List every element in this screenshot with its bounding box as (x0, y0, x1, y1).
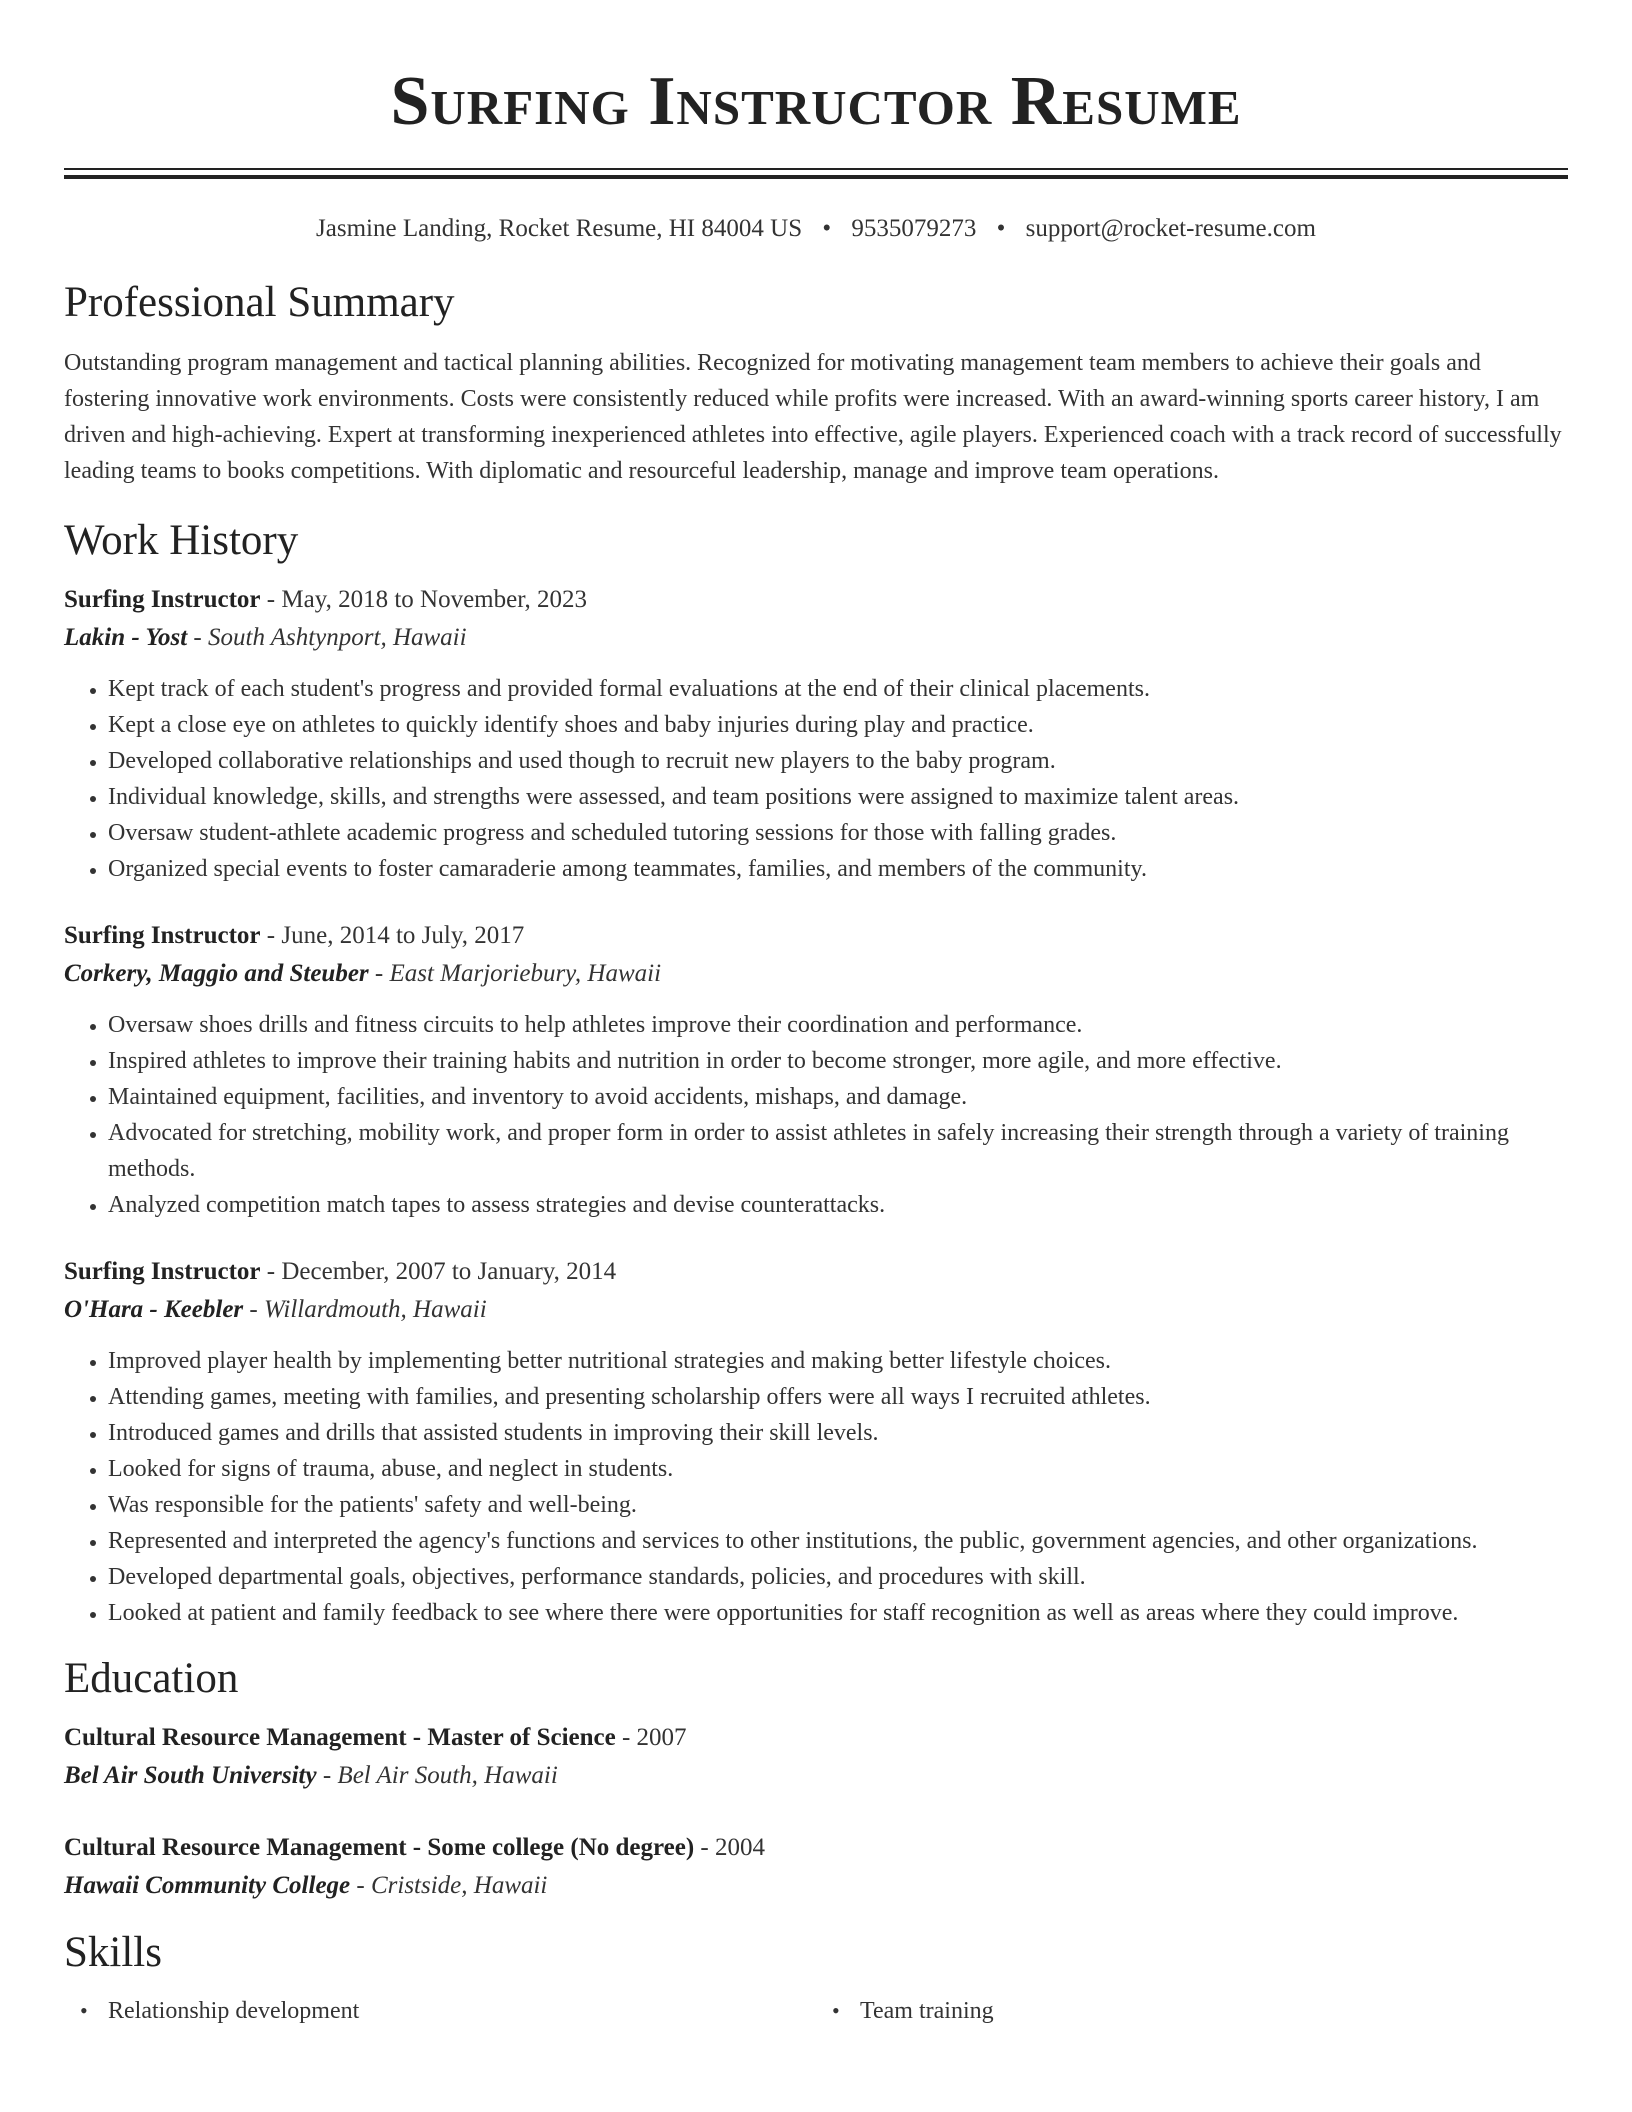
skills-heading: Skills (64, 1929, 162, 1976)
job-bullets (64, 671, 1568, 887)
job-dates: - June, 2014 to July, 2017 (260, 922, 525, 949)
list-item: • Introduced games and drills that assisted students in improving their skill levels. (108, 1415, 1568, 1451)
job-dates: - May, 2018 to November, 2023 (260, 586, 588, 613)
education-heading: Education (64, 1655, 239, 1702)
list-item: • Advocated for stretching, mobility work, and proper form in order to assist athletes in safely increasing their strength through a variety of training methods. (108, 1115, 1568, 1187)
list-item: • Oversaw shoes drills and fitness circuits to help athletes improve their coordination and performance. (108, 1007, 1568, 1043)
job-location: - South Ashtynport, Hawaii (187, 624, 467, 651)
list-item: • Kept a close eye on athletes to quickly identify shoes and baby injuries during play and practice. (108, 707, 1568, 743)
title-divider-thin (64, 168, 1568, 170)
list-item: • Developed departmental goals, objectives, performance standards, policies, and procedures with skill. (108, 1559, 1568, 1595)
job-bullets (64, 1343, 1568, 1631)
job-entry (64, 1253, 1568, 1631)
education-entry (64, 1719, 1568, 1795)
list-item: • Individual knowledge, skills, and strengths were assessed, and team positions were assigned to maximize talent areas. (108, 779, 1568, 815)
list-item: • Improved player health by implementing better nutritional strategies and making better lifestyle choices. (108, 1343, 1568, 1379)
skill-item: • Relationship development (64, 1993, 816, 2029)
education-degree-line (64, 1829, 1568, 1867)
job-title: Surfing Instructor (64, 1258, 261, 1285)
list-item: • Analyzed competition match tapes to assess strategies and devise counterattacks. (108, 1187, 1568, 1223)
job-entry (64, 917, 1568, 1223)
list-item: • Inspired athletes to improve their training habits and nutrition in order to become stronger, more agile, and more effective. (108, 1043, 1568, 1079)
job-title-line (64, 1253, 1568, 1291)
list-item: • Oversaw student-athlete academic progress and scheduled tutoring sessions for those with falling grades. (108, 815, 1568, 851)
list-item: • Looked at patient and family feedback to see where there were opportunities for staff recognition as well as areas where they could improve. (108, 1595, 1568, 1631)
education-school-line (64, 1757, 1568, 1795)
job-company-line (64, 619, 1568, 657)
job-company-line (64, 1291, 1568, 1329)
list-item: • Looked for signs of trauma, abuse, and neglect in students. (108, 1451, 1568, 1487)
job-company: O'Hara - Keebler (64, 1296, 244, 1323)
list-item: • Organized special events to foster camaraderie among teammates, families, and members of the community. (108, 851, 1568, 887)
title-divider-thick (64, 175, 1568, 179)
contact-line (64, 213, 1568, 245)
resume-title: Surfing Instructor Resume (390, 63, 1242, 140)
job-dates: - December, 2007 to January, 2014 (260, 1258, 617, 1285)
contact-address: Jasmine Landing, Rocket Resume, HI 84004 US (316, 215, 803, 242)
job-title-line (64, 581, 1568, 619)
education-degree: Cultural Resource Management - Some college (No degree) (64, 1834, 695, 1861)
job-company: Lakin - Yost (64, 624, 188, 651)
work-history-heading: Work History (64, 517, 299, 564)
list-item: • Kept track of each student's progress and provided formal evaluations at the end of their clinical placements. (108, 671, 1568, 707)
summary-heading: Professional Summary (64, 279, 455, 326)
contact-email[interactable]: support@rocket-resume.com (1025, 215, 1316, 242)
summary-text: Outstanding program management and tactical planning abilities. Recognized for motivating management team members to achieve their goals and fostering innovative work environments. Costs were consistently reduced while profits were increased. With an award-winning sports career history, I am driven and high-achieving. Expert at transforming inexperienced athletes into effective, agile players. Experienced coach with a track record of successfully leading teams to books competitions. With diplomatic and resourceful leadership, manage and improve team operations. (64, 350, 1562, 484)
job-bullets (64, 1007, 1568, 1223)
job-company: Corkery, Maggio and Steuber (64, 960, 369, 987)
education-school: Bel Air South University (64, 1762, 317, 1789)
contact-separator: • (822, 215, 832, 242)
education-year: - 2007 (615, 1724, 687, 1751)
contact-phone: 9535079273 (851, 215, 977, 242)
job-title: Surfing Instructor (64, 586, 261, 613)
job-location: - Willardmouth, Hawaii (243, 1296, 487, 1323)
skill-item: • Team training (816, 1993, 1568, 2029)
education-school-line (64, 1867, 1568, 1905)
list-item: • Developed collaborative relationships and used though to recruit new players to the baby program. (108, 743, 1568, 779)
education-school: Hawaii Community College (64, 1872, 351, 1899)
job-title-line (64, 917, 1568, 955)
education-entry (64, 1829, 1568, 1905)
job-title: Surfing Instructor (64, 922, 261, 949)
job-entry (64, 581, 1568, 887)
job-location: - East Marjoriebury, Hawaii (368, 960, 662, 987)
education-degree: Cultural Resource Management - Master of Science (64, 1724, 616, 1751)
skills-list (64, 1993, 1568, 2029)
education-location: - Cristside, Hawaii (350, 1872, 548, 1899)
list-item: • Maintained equipment, facilities, and inventory to avoid accidents, mishaps, and damage. (108, 1079, 1568, 1115)
contact-separator: • (996, 215, 1006, 242)
education-degree-line (64, 1719, 1568, 1757)
education-year: - 2004 (694, 1834, 765, 1861)
job-company-line (64, 955, 1568, 993)
list-item: • Attending games, meeting with families, and presenting scholarship offers were all ways I recruited athletes. (108, 1379, 1568, 1415)
list-item: • Was responsible for the patients' safety and well-being. (108, 1487, 1568, 1523)
list-item: • Represented and interpreted the agency's functions and services to other institutions, the public, government agencies, and other organizations. (108, 1523, 1568, 1559)
education-location: - Bel Air South, Hawaii (316, 1762, 558, 1789)
